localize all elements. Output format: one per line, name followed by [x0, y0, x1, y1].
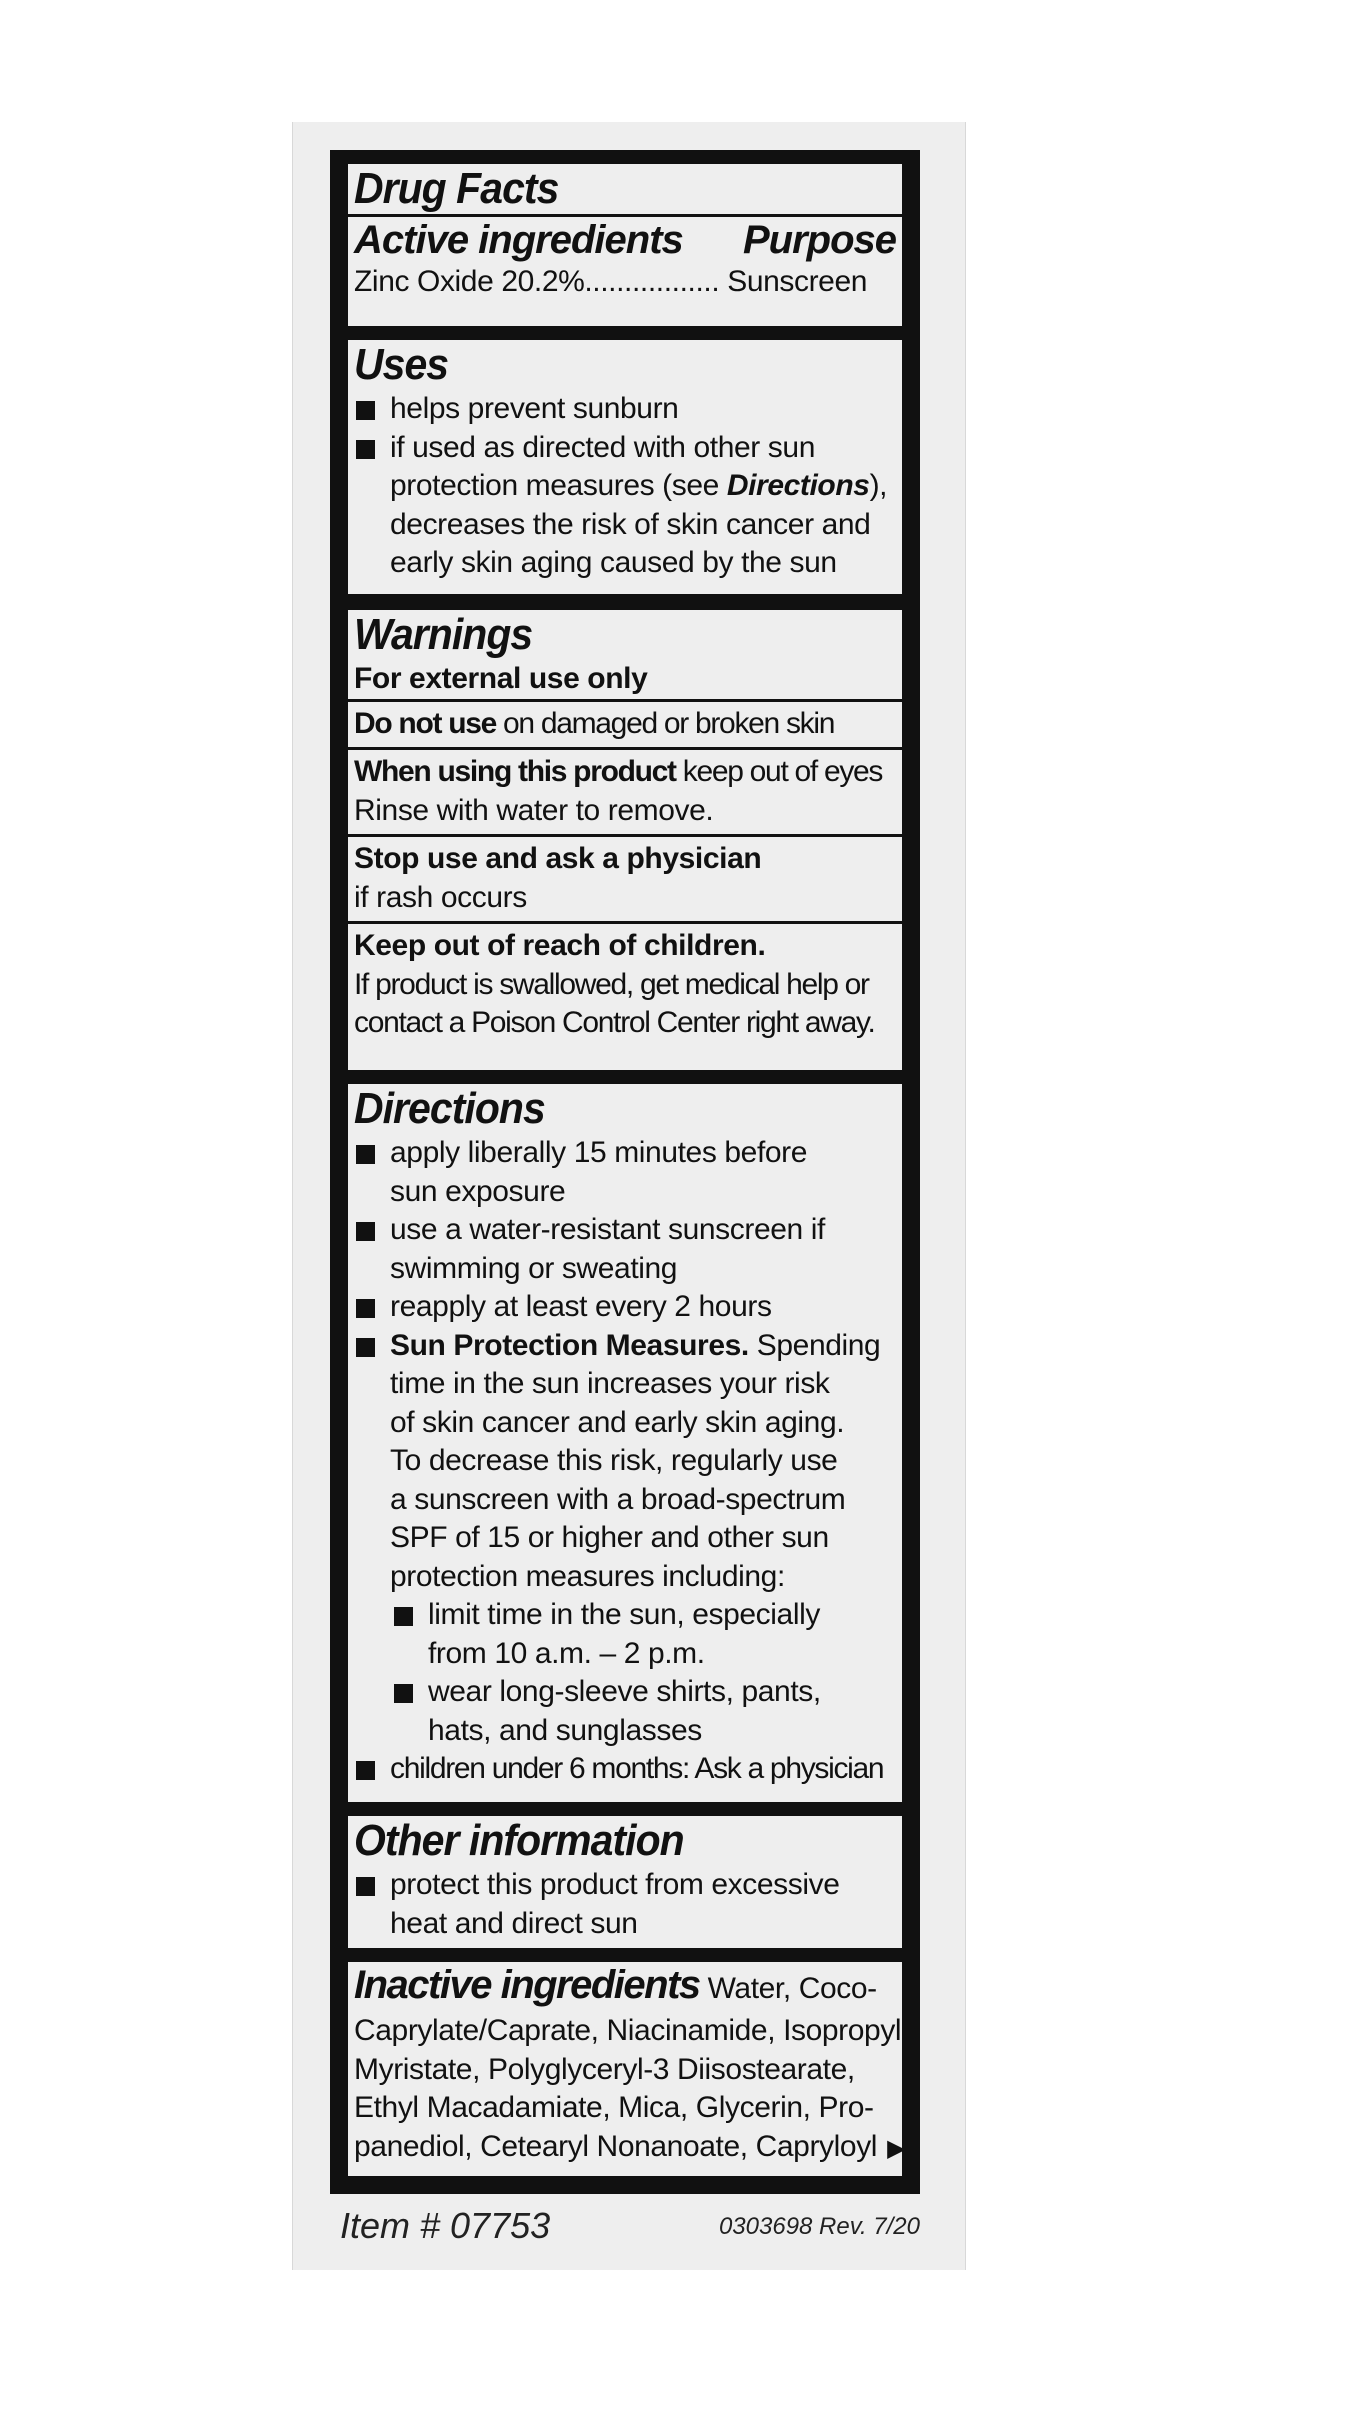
code-revision: 0303698 Rev. 7/20: [718, 2213, 920, 2240]
do-not-use-text: on damaged or broken skin: [496, 706, 835, 740]
sub-list-item-continuation: from 10 a.m. – 2 p.m.: [428, 1636, 705, 1670]
square-bullet-icon: [356, 1761, 375, 1780]
list-item: [354, 1134, 896, 1173]
when-using-block: [354, 750, 896, 834]
when-using-text: keep out of eyes: [675, 755, 883, 788]
list-item: [354, 1866, 896, 1905]
list-item: [354, 1288, 896, 1327]
directions-section: [348, 1084, 902, 1802]
inactive-line: Ethyl Macadamiate, Mica, Glycerin, Pro-: [354, 2091, 874, 2124]
sub-list-item-continuation: hats, and sunglasses: [428, 1713, 702, 1747]
inactive-text: panediol, Cetearyl Nonanoate, Capryloyl: [354, 2129, 878, 2163]
directions-reference: Directions: [726, 469, 870, 502]
square-bullet-icon: [356, 1145, 375, 1164]
active-purpose-header: [354, 217, 896, 263]
list-item-continuation: decreases the risk of skin cancer and: [390, 507, 871, 541]
list-item-text: children under 6 months: Ask a physician: [390, 1752, 884, 1785]
keep-out-text-1: If product is swallowed, get medical help or: [354, 967, 869, 1001]
stop-use-block: [354, 837, 896, 921]
list-item: [354, 1750, 896, 1789]
item-number: Item # 07753: [340, 2205, 551, 2246]
stop-use-text: if rash occurs: [354, 880, 527, 914]
sub-list-item: [354, 1596, 896, 1635]
list-item-continuation: a sunscreen with a broad-spectrum: [390, 1482, 846, 1516]
purpose-heading: Purpose: [742, 218, 896, 262]
list-item: [354, 429, 896, 468]
list-item-continuation: sun exposure: [390, 1174, 566, 1208]
drug-facts-panel: [330, 150, 920, 2194]
text-segment: protection measures (see: [390, 469, 727, 502]
continue-arrow-icon: ▶: [887, 2134, 906, 2162]
square-bullet-icon: [394, 1684, 413, 1703]
list-item-continuation: [354, 467, 896, 506]
do-not-use-label: Do not use: [354, 706, 496, 740]
warnings-section: [348, 610, 902, 1070]
drug-facts-section: [348, 164, 902, 326]
square-bullet-icon: [356, 1222, 375, 1241]
list-item-continuation: early skin aging caused by the sun: [390, 546, 837, 579]
inactive-text: Water, Coco-: [699, 1972, 877, 2005]
inactive-ingredients-heading: Inactive ingredients: [354, 1963, 700, 2007]
label-footer: [340, 2205, 920, 2249]
drug-facts-title: Drug Facts: [354, 164, 559, 213]
list-item: [354, 1211, 896, 1250]
list-item-continuation: To decrease this risk, regularly use: [390, 1444, 838, 1477]
square-bullet-icon: [356, 1299, 375, 1318]
other-information-section: [348, 1816, 902, 1948]
list-item-continuation: swimming or sweating: [390, 1251, 678, 1285]
stop-use-label: Stop use and ask a physician: [354, 842, 762, 875]
directions-title: Directions: [354, 1084, 545, 1133]
active-ingredients-heading: Active ingredients: [354, 218, 683, 262]
inactive-line: Caprylate/Caprate, Niacinamide, Isopropyl: [354, 2014, 902, 2047]
square-bullet-icon: [356, 440, 375, 459]
sub-list-item: [354, 1673, 896, 1712]
keep-out-text-2: contact a Poison Control Center right away.: [354, 1006, 875, 1039]
rinse-text: Rinse with water to remove.: [354, 793, 714, 827]
list-item-continuation: time in the sun increases your risk: [390, 1367, 830, 1400]
inactive-line: Myristate, Polyglyceryl-3 Diisostearate,: [354, 2052, 855, 2086]
when-using-label: When using this product: [354, 755, 676, 788]
list-item-text: protect this product from excessive: [390, 1868, 840, 1901]
uses-section: [348, 340, 902, 594]
square-bullet-icon: [356, 1338, 375, 1357]
other-information-title: Other information: [354, 1816, 684, 1865]
list-item-continuation: of skin cancer and early skin aging.: [390, 1405, 845, 1439]
list-item: [354, 390, 896, 429]
list-item-text: if used as directed with other sun: [390, 430, 815, 464]
list-item-continuation: heat and direct sun: [390, 1906, 638, 1940]
list-item-continuation: protection measures including:: [390, 1559, 785, 1593]
list-item: [354, 1327, 896, 1366]
inactive-line-1: [354, 1962, 896, 2012]
sub-list-item-text: limit time in the sun, especially: [428, 1598, 820, 1631]
do-not-use-block: [354, 702, 896, 748]
uses-title: Uses: [354, 340, 449, 389]
list-item-text: Spending: [748, 1328, 881, 1362]
text-segment: ),: [869, 469, 888, 502]
square-bullet-icon: [356, 401, 375, 420]
list-item-text: use a water-resistant sunscreen if: [390, 1213, 825, 1246]
square-bullet-icon: [356, 1877, 375, 1896]
list-item-text: apply liberally 15 minutes before: [390, 1136, 808, 1169]
sun-protection-label: Sun Protection Measures.: [390, 1328, 749, 1362]
list-item-text: reapply at least every 2 hours: [390, 1290, 772, 1323]
list-item-continuation: SPF of 15 or higher and other sun: [390, 1521, 829, 1554]
keep-out-label: Keep out of reach of children.: [354, 929, 766, 962]
square-bullet-icon: [394, 1607, 413, 1626]
external-use-line: For external use only: [354, 662, 648, 695]
sub-list-item-text: wear long-sleeve shirts, pants,: [428, 1675, 821, 1708]
inactive-ingredients-section: [348, 1962, 906, 2176]
active-ingredient-line: Zinc Oxide 20.2%................. Sunscreen: [354, 265, 868, 298]
warnings-title: Warnings: [354, 610, 533, 659]
list-item-text: helps prevent sunburn: [390, 392, 679, 425]
inactive-line: [354, 2128, 906, 2169]
keep-out-block: [354, 924, 896, 1047]
